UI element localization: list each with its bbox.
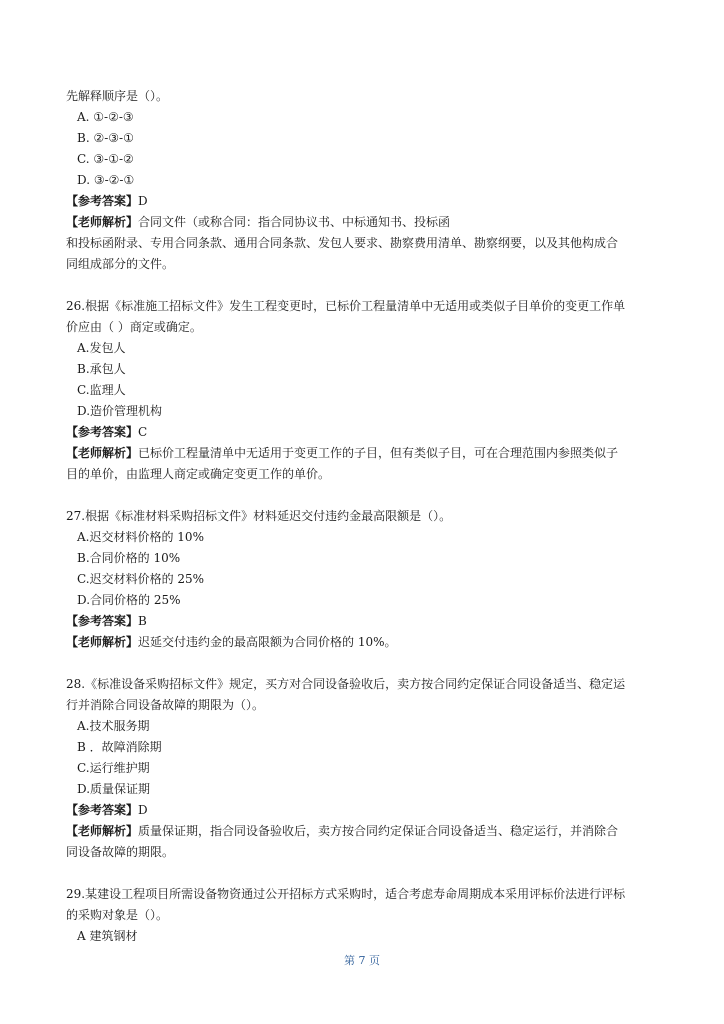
q26-stem-line2: 价应由（ ）商定或确定。 bbox=[66, 320, 202, 334]
spacer bbox=[66, 275, 660, 296]
analysis-label: 【老师解析】 bbox=[66, 824, 139, 838]
analysis-label: 【老师解析】 bbox=[66, 446, 139, 460]
q25-analysis-line3: 同组成部分的文件。 bbox=[66, 257, 175, 271]
answer-value: B bbox=[138, 614, 147, 628]
q25-option-d: D. ③-②-① bbox=[77, 173, 135, 187]
answer-value: D bbox=[138, 194, 148, 208]
q25-stem-tail: 先解释顺序是（）。 bbox=[66, 89, 169, 103]
q26-option-d: D.造价管理机构 bbox=[77, 404, 163, 418]
page-number: 第 7 页 bbox=[344, 954, 380, 967]
q28-answer bbox=[66, 800, 660, 821]
q28-option-a: A.技术服务期 bbox=[77, 719, 150, 733]
q28-stem-line1: 28.《标准设备采购招标文件》规定，买方对合同设备验收后，卖方按合同约定保证合同设备适当、稳定运 bbox=[66, 677, 626, 691]
q26-stem-line1: 26.根据《标准施工招标文件》发生工程变更时，已标价工程量清单中无适用或类似子目单价的变更工作单 bbox=[66, 299, 626, 313]
q29-stem-line2: 的采购对象是（）。 bbox=[66, 908, 169, 922]
q27-option-c: C.迟交材料价格的 25% bbox=[77, 572, 205, 586]
q25-option-b: B. ②-③-① bbox=[77, 131, 134, 145]
analysis-label: 【老师解析】 bbox=[66, 215, 139, 229]
q26-analysis-line1 bbox=[66, 443, 660, 464]
q27-answer bbox=[66, 611, 660, 632]
answer-value: C bbox=[138, 425, 148, 439]
q27-option-b: B.合同价格的 10% bbox=[77, 551, 181, 565]
spacer bbox=[66, 485, 660, 506]
q28-analysis-line2: 同设备故障的期限。 bbox=[66, 845, 175, 859]
q27-stem-line1: 27.根据《标准材料采购招标文件》材料延迟交付违约金最高限额是（）。 bbox=[66, 509, 452, 523]
q26-analysis-line2: 目的单价，由监理人商定或确定变更工作的单价。 bbox=[66, 467, 331, 481]
q25-analysis-line1 bbox=[66, 212, 660, 233]
answer-label: 【参考答案】 bbox=[66, 614, 139, 628]
answer-label: 【参考答案】 bbox=[66, 425, 139, 439]
analysis-label: 【老师解析】 bbox=[66, 635, 139, 649]
q26-answer bbox=[66, 422, 660, 443]
q29-stem-line1: 29.某建设工程项目所需设备物资通过公开招标方式采购时，适合考虑寿命周期成本采用评标价法进行评标 bbox=[66, 887, 626, 901]
q26-option-c: C.监理人 bbox=[77, 383, 126, 397]
q27-analysis-line1 bbox=[66, 632, 660, 653]
q28-stem-line2: 行并消除合同设备故障的期限为（）。 bbox=[66, 698, 265, 712]
analysis-text: 质量保证期，指合同设备验收后，卖方按合同约定保证合同设备适当、稳定运行，并消除合 bbox=[138, 824, 619, 838]
answer-label: 【参考答案】 bbox=[66, 803, 139, 817]
q28-option-b: B ．故障消除期 bbox=[77, 740, 162, 754]
page-content bbox=[66, 86, 660, 947]
q25-analysis-line2: 和投标函附录、专用合同条款、通用合同条款、发包人要求、勘察费用清单、勘察纲要，以及其他构成合 bbox=[66, 236, 619, 250]
q29-option-a: A 建筑钢材 bbox=[77, 929, 138, 943]
spacer bbox=[66, 863, 660, 884]
analysis-text: 迟延交付违约金的最高限额为合同价格的 10%。 bbox=[138, 635, 397, 649]
answer-label: 【参考答案】 bbox=[66, 194, 139, 208]
q28-option-d: D.质量保证期 bbox=[77, 782, 151, 796]
q27-option-a: A.迟交材料价格的 10% bbox=[77, 530, 204, 544]
answer-value: D bbox=[138, 803, 148, 817]
analysis-text: 合同文件（或称合同：指合同协议书、中标通知书、投标函 bbox=[138, 215, 451, 229]
analysis-text: 已标价工程量清单中无适用于变更工作的子目，但有类似子目，可在合理范围内参照类似子 bbox=[138, 446, 619, 460]
q26-option-b: B.承包人 bbox=[77, 362, 126, 376]
spacer bbox=[66, 653, 660, 674]
q25-option-c: C. ③-①-② bbox=[77, 152, 134, 166]
q25-option-a: A. ①-②-③ bbox=[77, 110, 134, 124]
q25-answer bbox=[66, 191, 660, 212]
q28-analysis-line1 bbox=[66, 821, 660, 842]
q28-option-c: C.运行维护期 bbox=[77, 761, 150, 775]
q26-option-a: A.发包人 bbox=[77, 341, 126, 355]
q27-option-d: D.合同价格的 25% bbox=[77, 593, 181, 607]
